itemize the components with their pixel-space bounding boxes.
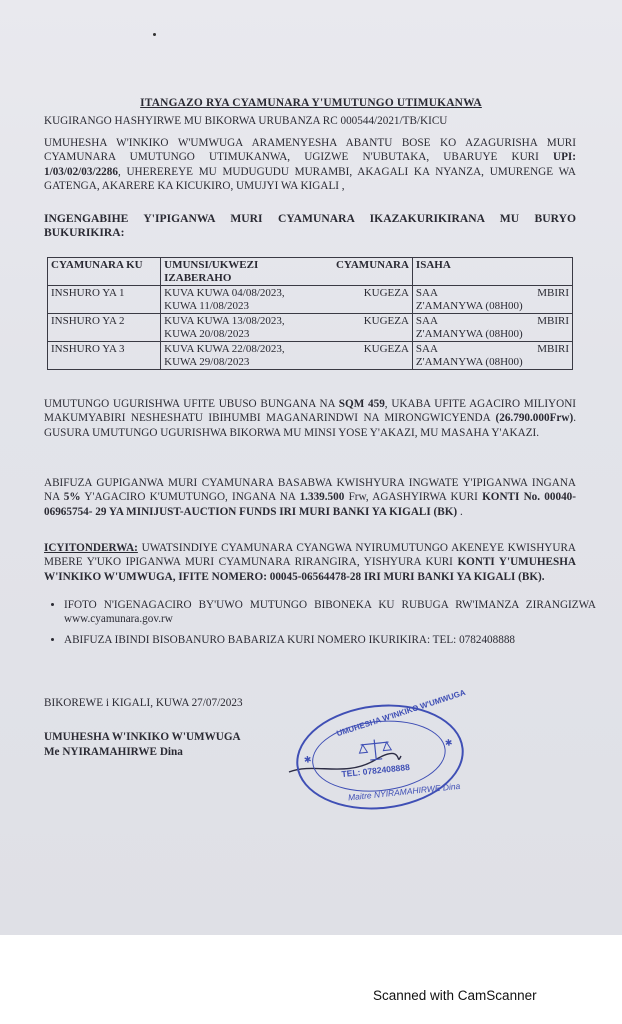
stamp-bottom-text: Maitre NYIRAMAHIRWE Dina xyxy=(347,780,461,803)
table-row xyxy=(48,286,573,314)
bailiff-account: KONTI Y'UMUHESHA W'INKIKO W'UMWUGA, IFITE NOMERO: 00045-06564478-28 IRI MURI BANKI YA KIGALI (BK). xyxy=(44,556,576,583)
schedule-heading: INGENGABIHE Y'IPIGANWA MURI CYAMUNARA IKAZAKURIKIRANA MU BURYO BUKURIKIRA: xyxy=(44,212,576,240)
upi-number: UPI: 1/03/02/03/2286 xyxy=(44,151,576,178)
star-icon: ✱ xyxy=(444,737,453,749)
header-time: ISAHA xyxy=(412,258,572,286)
time-cell: SAA MBIRI Z'AMANYWA (08H00) xyxy=(412,286,572,314)
signer-name: Me NYIRAMAHIRWE Dina xyxy=(44,746,183,758)
time-cell: SAA MBIRI Z'AMANYWA (08H00) xyxy=(412,314,572,342)
auction-schedule-table xyxy=(47,257,573,370)
header-dates: UMUNSI/UKWEZI CYAMUNARA IZABERAHO xyxy=(161,258,413,286)
dates-cell: KUVA KUWA 13/08/2023, KUGEZA KUWA 20/08/2023 xyxy=(161,314,413,342)
table-header-row xyxy=(48,258,573,286)
scales-of-justice-icon xyxy=(356,736,394,764)
place-date: BIKOREWE i KIGALI, KUWA 27/07/2023 xyxy=(44,697,243,709)
official-stamp xyxy=(291,687,469,818)
document-title: ITANGAZO RYA CYAMUNARA Y'UMUTUNGO UTIMUKANWA xyxy=(140,97,482,109)
list-item: • IFOTO N'IGENAGACIRO BY'UWO MUTUNGO BIBONEKA KU RUBUGA RW'IMANZA ZIRANGIZWA www.cyamunara.gov.rw xyxy=(64,598,596,627)
dates-cell: KUVA KUWA 04/08/2023, KUGEZA KUWA 11/08/2023 xyxy=(161,286,413,314)
property-value: (26.790.000Frw) xyxy=(495,412,574,425)
round-cell: INSHURO YA 3 xyxy=(48,342,161,370)
list-item: • ABIFUZA IBINDI BISOBANURO BABARIZA KURI NOMERO IKURIKIRA: TEL: 0782408888 xyxy=(64,633,596,647)
info-bullet-list xyxy=(44,598,596,653)
case-reference: KUGIRANGO HASHYIRWE MU BIKORWA URUBANZA RC 000544/2021/TB/KICU xyxy=(44,115,448,127)
stamp-phone: TEL: 0782408888 xyxy=(341,761,411,780)
stamp-top-text: UMUHESHA W'INKIKO W'UMWUGA xyxy=(335,687,467,739)
header-round: CYAMUNARA KU xyxy=(48,258,161,286)
intro-paragraph: UMUHESHA W'INKIKO W'UMWUGA ARAMENYESHA ABANTU BOSE KO AZAGURISHA MURI CYAMUNARA UMUTUNGO UTIMUKANWA, UGIZWE N'UBUTAKA, UBARUYE KURI UPI: 1/03/02/03/2286, UHEREREYE MU MUDUGUDU MURAMBI, AKAGALI KA NYANZA, UMURENGE WA GATENGA, AKARERE KA KICUKIRO, UMUJYI WA KIGALI , xyxy=(44,137,576,192)
time-cell: SAA MBIRI Z'AMANYWA (08H00) xyxy=(412,342,572,370)
round-cell: INSHURO YA 2 xyxy=(48,314,161,342)
dates-cell: KUVA KUWA 22/08/2023, KUGEZA KUWA 29/08/2023 xyxy=(161,342,413,370)
round-cell: INSHURO YA 1 xyxy=(48,286,161,314)
area-value: SQM 459 xyxy=(338,398,385,410)
table-row xyxy=(48,314,573,342)
note-label: ICYITONDERWA: xyxy=(44,542,138,554)
speck-mark xyxy=(153,33,156,36)
note-paragraph: ICYITONDERWA: UWATSINDIYE CYAMUNARA CYANGWA NYIRUMUTUNGO AKENEYE KWISHYURA MBERE Y'UKO IPIGANWA MURI CYAMUNARA RIRANGIRA, YISHYURA KURI KONTI Y'UMUHESHA W'INKIKO W'UMWUGA, IFITE NOMERO: 00045-06564478-28 IRI MURI BANKI YA KIGALI (BK). xyxy=(44,542,576,583)
star-icon: ✱ xyxy=(303,754,312,765)
deposit-amount: 1.339.500 xyxy=(299,491,345,504)
deposit-account: KONTI No. 00040- 06965754- 29 YA MINIJUST-AUCTION FUNDS IRI MURI BANKI YA KIGALI (BK) xyxy=(44,491,576,518)
deposit-paragraph: ABIFUZA GUPIGANWA MURI CYAMUNARA BASABWA KWISHYURA INGWATE Y'IPIGANWA INGANA NA 5% Y'AGACIRO K'UMUTUNGO, INGANA NA 1.339.500 Frw, AGASHYIRWA KURI KONTI No. 00040- 06965754- 29 YA MINIJUST-AUCTION FUNDS IRI MURI BANKI YA KIGALI (BK) . xyxy=(44,477,576,518)
deposit-percent: 5% xyxy=(63,491,81,504)
table-row xyxy=(48,342,573,370)
property-paragraph: UMUTUNGO UGURISHWA UFITE UBUSO BUNGANA NA SQM 459, UKABA UFITE AGACIRO MILIYONI MAKUMYABIRI NESHESHATU IBIHUMBI MAGANARINDWI NA MIRONGWICYENDA (26.790.000Frw). GUSURA UMUTUNGO UGURISHWA BIKORWA MU MINSI YOSE Y'AKAZI, MU MASAHA Y'AKAZI. xyxy=(44,398,577,439)
scanner-watermark: Scanned with CamScanner xyxy=(373,988,537,1003)
signer-title: UMUHESHA W'INKIKO W'UMWUGA xyxy=(44,731,241,743)
